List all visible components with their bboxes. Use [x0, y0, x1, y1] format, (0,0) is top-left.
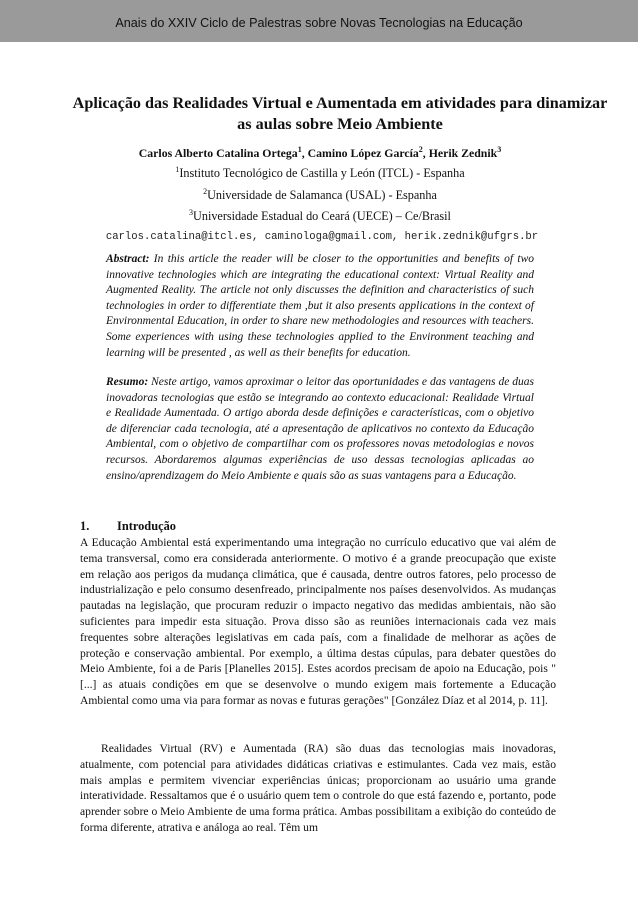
author-name: Herik Zednik: [428, 146, 498, 160]
affiliation-3: [60, 209, 580, 224]
affiliation-marker: 3: [189, 207, 194, 217]
section-title: Introdução: [117, 519, 176, 533]
affiliation-2: [60, 188, 580, 203]
author-affil-marker: 3: [497, 145, 502, 155]
proceedings-header: [0, 0, 638, 42]
author-affil-marker: 2: [418, 145, 423, 155]
resumo-label: Resumo:: [106, 376, 149, 388]
abstract-label: Abstract:: [106, 253, 150, 265]
affiliation-text: Universidade de Salamanca (USAL) - Espanha: [207, 188, 437, 202]
author-affil-marker: 1: [297, 145, 302, 155]
affiliation-text: Universidade Estadual do Ceará (UECE) – Ce/Brasil: [193, 209, 451, 223]
affiliation-marker: 2: [203, 186, 208, 196]
resumo-text: Neste artigo, vamos aproximar o leitor das oportunidades e das vantagens de duas inovadoras tecnologias que estão se integrando ao contexto educacional: Realidade Virtual e Realidade Aumentada. O artigo aborda desde definições e características, com o objetivo de diferenciar cada tecnologia, até a apresentação de aplicativos no contexto da Educação Ambiental, com o objetivo de compartilhar com os professores novas metodologias e novos recursos. Abordaremos algumas experiências de uso dessas tecnologias aplicadas ao ensino/aprendizagem do Meio Ambiente e quais são as suas vantagens para a Educação.: [106, 376, 534, 482]
proceedings-header-text: Anais do XXIV Ciclo de Palestras sobre Novas Tecnologias na Educação: [115, 16, 523, 30]
author-emails: carlos.catalina@itcl.es, caminologa@gmail.com, herik.zednik@ufgrs.br: [105, 231, 539, 243]
author-name: Camino López García: [307, 146, 419, 160]
abstract-english: [106, 252, 534, 361]
section-heading: [80, 519, 176, 534]
abstract-portuguese: [106, 375, 534, 484]
paper-title: Aplicação das Realidades Virtual e Aumentada em atividades para dinamizar as aulas sobre Meio Ambiente: [72, 94, 608, 133]
author-list: Carlos Alberto Catalina Ortega$^1$, Camino López García$^2$, Herik Zednik$^3$: [138, 145, 502, 160]
affiliation-text: Instituto Tecnológico de Castilla y León (ITCL) - Espanha: [179, 166, 465, 180]
affiliation-marker: 1: [175, 164, 180, 174]
body-paragraph: A Educação Ambiental está experimentando uma integração no currículo educativo que vai além de tema transversal, como era considerada anteriormente. O motivo é a grande preocupação que existe em relação aos perigos da mudança climática, que é causada, dentre outros fatores, pelo processo de industrialização e pelo consumo desenfreado, principalmente nos países desenvolvidos. As mudanças pautadas na legislação, que procuram reduzir o impacto negativo das medidas ambientais, não são suficientes para impedir esta situação. Prova disso são as reuniões internacionais cada vez mais frequentes sobre alterações legislativas em cada país, com a finalidade de melhorar as ações de proteção e conservação ambiental. Por exemplo, a última destas cúpulas, para debater questões do Meio Ambiente, foi a de Paris [Planelles 2015]. Estes acordos precisam de apoio na Educação, pois "[...] as atuais condições em que se desenvolve o mundo exigem mais fortemente a Educação Ambiental como uma via para formar as novas e futuras gerações" [González Díaz et al 2014, p. 11].: [80, 536, 556, 707]
abstract-text: In this article the reader will be closer to the opportunities and benefits of two innovative technologies which are integrating the educational context: Virtual Reality and Augmented Reality. The article not only discusses the definition and characteristics of such technologies in order to differentiate them ,but it also presents applications in the context of Environmental Education, in order to share new methodologies and resources with teachers. Some experiences with using these technologies applied to the Environment teaching and learning will be presented , as well as their benefits for education.: [106, 253, 534, 359]
author-name: Carlos Alberto Catalina Ortega: [138, 146, 298, 160]
affiliation-1: [60, 166, 580, 181]
section-number: 1.: [80, 519, 90, 533]
body-paragraph: Realidades Virtual (RV) e Aumentada (RA) são duas das tecnologias mais inovadoras, atualmente, com potencial para atividades didáticas criativas e estimulantes. Cada vez mais, estão mais amplas e permitem vivenciar experiências únicas; proporcionam ao usuário uma grande interatividade. Ressaltamos que é o usuário quem tem o controle do que está fazendo e, portanto, pode aprender sobre o Meio Ambiente de uma forma prática. Ambas possibilitam a exibição do conteúdo de forma diferente, atrativa e análoga ao real. Têm um: [80, 742, 556, 834]
